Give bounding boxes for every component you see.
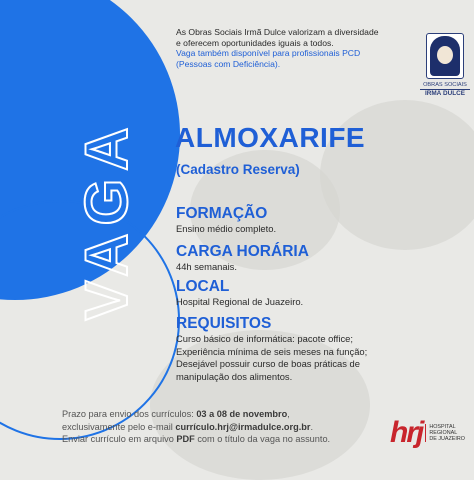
- deadline-dates: 03 a 08 de novembro: [196, 409, 288, 419]
- irma-dulce-portrait-icon: [426, 33, 464, 79]
- email-link[interactable]: currículo.hrj@irmadulce.org.br: [175, 421, 311, 432]
- obras-sociais-logo: [420, 33, 470, 98]
- requirement-item: manipulação dos alimentos.: [176, 370, 293, 382]
- section-text: 44h semanais.: [176, 261, 237, 272]
- diversity-statement: [176, 27, 416, 69]
- deadline-line: Prazo para envio dos currículos: 03 a 08 de novembro,: [62, 409, 290, 419]
- job-title: ALMOXARIFE: [175, 122, 366, 153]
- email-line: exclusivamente pelo e-mail currículo.hrj@irmadulce.org.br.: [62, 421, 313, 432]
- section-local: [176, 278, 466, 309]
- hrj-logo-text: HOSPITAL REGIONAL DE JUAZEIRO: [425, 424, 465, 443]
- intro-line: As Obras Sociais Irmã Dulce valorizam a diversidade: [176, 27, 379, 37]
- intro-line: e oferecem oportunidades iguais a todos.: [176, 37, 334, 48]
- section-heading: REQUISITOS: [176, 315, 272, 332]
- logo-text-line1: OBRAS SOCIAIS: [423, 82, 467, 88]
- section-text: Ensino médio completo.: [176, 223, 277, 234]
- section-carga-horaria: [176, 243, 466, 274]
- pcd-line: Vaga também disponível para profissionais PCD: [176, 48, 361, 58]
- vaga-vertical-label: VAGA: [73, 119, 140, 321]
- job-subtitle: (Cadastro Reserva): [176, 162, 300, 177]
- hrj-logo: [390, 418, 465, 448]
- hrj-mark-icon: hrj: [390, 416, 423, 449]
- pcd-line: (Pessoas com Deficiência).: [176, 58, 281, 69]
- format-line: Enviar currículo em arquivo PDF com o título da vaga no assunto.: [62, 434, 331, 444]
- pdf-format: PDF: [176, 434, 195, 444]
- section-formacao: [176, 205, 466, 236]
- section-heading: CARGA HORÁRIA: [176, 243, 309, 260]
- section-heading: FORMAÇÃO: [176, 205, 268, 222]
- requirement-item: Curso básico de informática: pacote office;: [176, 333, 354, 344]
- requirement-item: Experiência mínima de seis meses na função;: [176, 345, 368, 357]
- section-text: Hospital Regional de Juazeiro.: [176, 296, 304, 307]
- logo-text-line2: IRMÃ DULCE: [420, 89, 470, 98]
- requirement-item: Desejável possuir curso de boas práticas de: [176, 358, 360, 370]
- section-requisitos: [176, 315, 466, 383]
- section-heading: LOCAL: [176, 278, 230, 295]
- application-instructions: [62, 408, 382, 446]
